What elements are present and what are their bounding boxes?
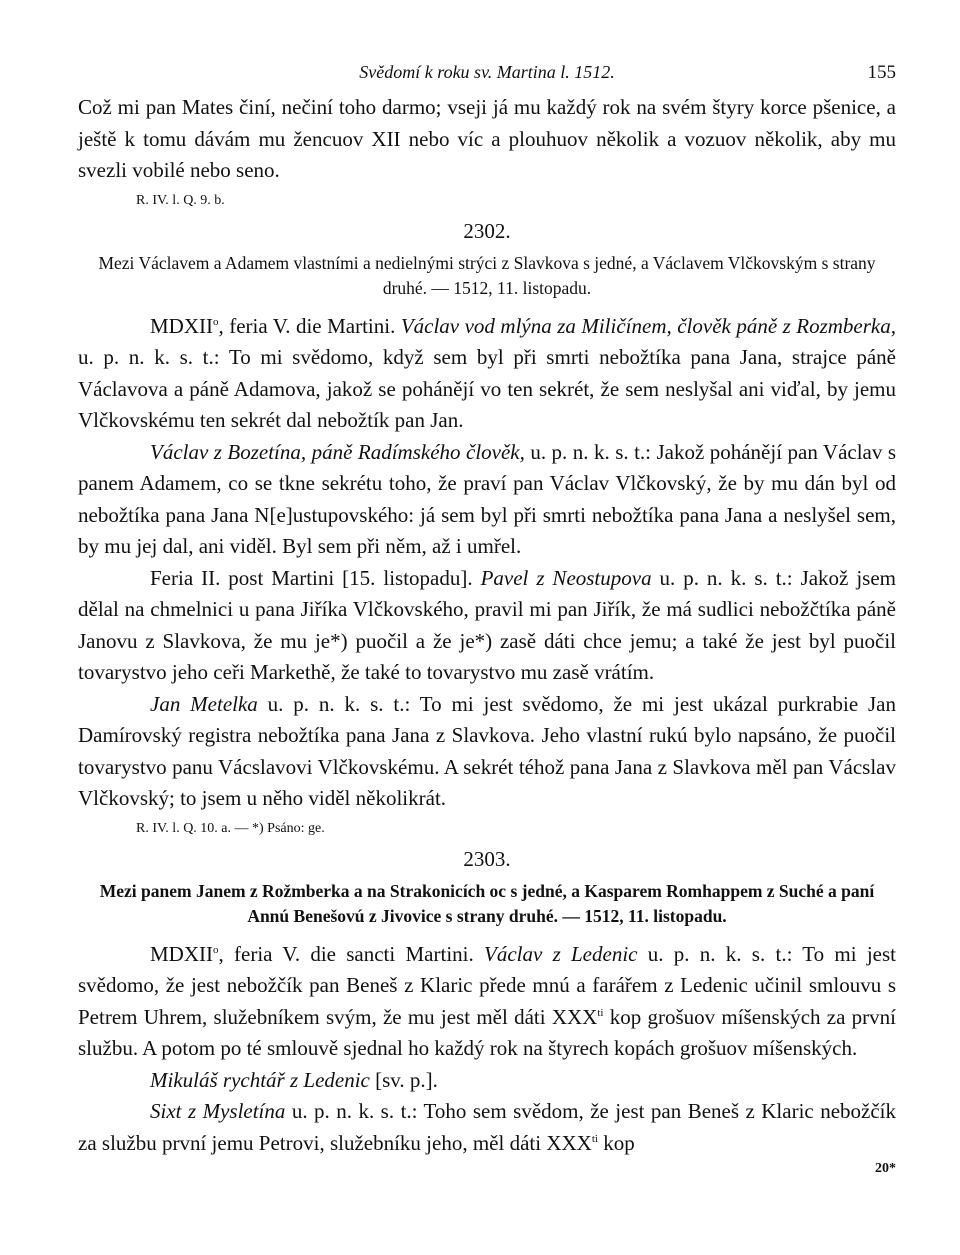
date-lead: Feria II. post Martini [15. listopadu]. — [150, 565, 481, 590]
running-title: Svědomí k roku sv. Martina l. 1512. — [359, 62, 615, 82]
date-rest: , feria V. die sancti Martini. — [218, 941, 484, 966]
testimony-text: u. p. n. k. s. t.: To mi jest svědomo, že mi jest ukázal purkrabie Jan Damírovský registra nebožtíka pana Jana z Slavkova. Jeho vlastní rukú bylo napsáno, že puočil tovarystvo panu Vácslavovi Vlčkovskému. A sekrét téhož pana Jana z Slavkova měl pan Vácslav Vlčkovský; to jsem u něho viděl několikrát. — [78, 691, 896, 810]
testimony-text: kop — [597, 1130, 635, 1155]
testimony-paragraph — [78, 311, 896, 437]
testimony-text: u. p. n. k. s. t.: Jakož jsem dělal na chmelnici u pana Jiříka Vlčkovského, pravil mi pan Jiřík, že má sudlici nebožčtíka páně Janovu z Slavkova, že mu je*) puočil a že je*) zasě dáti chce jemu; a také že jest byl puočil tovarystvo jeho ceři Markethě, že také to tovarystvo mu zasě vrátím. — [78, 565, 896, 684]
page-number: 155 — [867, 62, 896, 83]
witness-name: Václav z Bozetína, páně Radímského člověk, — [150, 439, 525, 464]
date-rest: , feria V. die Martini. — [218, 313, 401, 338]
testimony-text: kop grošuov míšenských za první službu. A potom po té smlouvě sjednal ho každý rok na štyrech kopách grošuov míšenských. — [78, 1004, 896, 1060]
entry-number-2302: 2302. — [463, 218, 511, 243]
date-lead: MDXII — [150, 941, 213, 966]
source-reference: R. IV. l. Q. 9. b. — [136, 192, 225, 208]
superscript: ti — [597, 1006, 604, 1019]
entry-summary-2303: Mezi panem Janem z Rožmberka a na Strakonicích oc s jedné, a Kasparem Romhappem z Suché a paní Annú Benešovú z Jivovice s strany druhé. — 1512, 11. listopadu. — [99, 880, 875, 926]
testimony-paragraph — [78, 1096, 896, 1159]
testimony-paragraph — [78, 939, 896, 1065]
testimony-paragraph — [78, 437, 896, 563]
superscript: o — [213, 943, 219, 956]
witness-name: Pavel z Neostupova — [480, 565, 652, 590]
witness-name: Václav vod mlýna za Miličínem, člověk páně z Rozmberka, — [400, 313, 896, 338]
testimony-paragraph — [78, 1065, 896, 1097]
superscript: ti — [591, 1132, 598, 1145]
intro-paragraph: Což mi pan Mates činí, nečiní toho darmo; vseji já mu každý rok na svém štyry korce pšenice, a ještě k tomu dávám mu žencuov XII nebo víc a plouhuov několik a vozuov několik, aby mu svezli vobilé nebo seno. — [78, 95, 896, 182]
page-header — [78, 52, 896, 92]
witness-name: Václav z Ledenic — [484, 941, 638, 966]
entry-number-2303: 2303. — [463, 846, 511, 871]
testimony-text: u. p. n. k. s. t.: To mi jest svědomo, že jest nebožčík pan Beneš z Klaric přede mnú a farářem z Ledenic učinil smlouvu s Petrem Uhrem, služebníkem svým, že mu jest měl dáti XXX — [78, 941, 897, 1029]
testimony-text: u. p. n. k. s. t.: Jakož pohánějí pan Václav s panem Adamem, co se tkne sekrétu toho, že praví pan Václav Vlčkovský, že by mu dán byl od nebožtíka pana Jana N[e]ustupovského: já sem byl při smrti nebožtíka pana Jana a neslyšel sem, by mu jej dal, ani viděl. Byl sem při něm, až i umřel. — [78, 439, 897, 558]
witness-name: Sixt z Mysletína — [150, 1099, 286, 1123]
signature-mark: 20* — [875, 1161, 896, 1176]
superscript: o — [213, 315, 219, 328]
witness-name: Jan Metelka — [150, 691, 258, 716]
date-lead: MDXII — [150, 313, 213, 338]
testimony-paragraph — [78, 689, 896, 815]
witness-name: Mikuláš rychtář z Ledenic — [150, 1067, 370, 1092]
testimony-text: u. p. n. k. s. t.: Toho sem svědom, že jest pan Beneš z Klaric nebožčík za službu první jemu Petrovi, služebníku jeho, měl dáti XXX — [78, 1099, 896, 1155]
testimony-paragraph — [78, 563, 896, 689]
testimony-text: [sv. p.]. — [369, 1067, 438, 1092]
testimony-text: u. p. n. k. s. t.: To mi svědomo, když sem byl při smrti nebožtíka pana Jana, strajce páně Václavova a páně Adamova, jakož se pohánějí vo ten sekrét, že sem neslyšal ani viďal, by jemu Vlčkovskému ten sekrét dal nebožtík pan Jan. — [78, 345, 896, 432]
book-page — [78, 52, 896, 1177]
source-reference: R. IV. l. Q. 10. a. — *) Psáno: ge. — [136, 820, 325, 836]
entry-summary-2302: Mezi Václavem a Adamem vlastními a nedielnými strýci z Slavkova s jedné, a Václavem Vlčkovským s strany druhé. — 1512, 11. listopadu. — [98, 252, 876, 298]
